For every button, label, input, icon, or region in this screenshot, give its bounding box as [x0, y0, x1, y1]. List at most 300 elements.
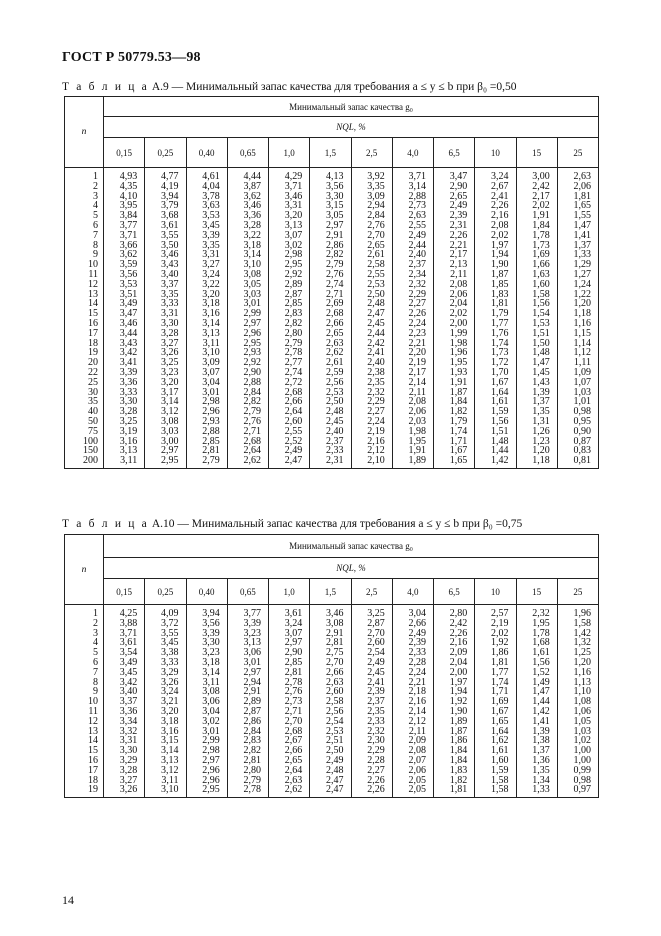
table-cell: 2,66	[392, 619, 433, 629]
table-cell: 1,68	[516, 638, 557, 648]
row-n: 11	[65, 707, 104, 717]
table-cell: 2,21	[392, 339, 433, 349]
table-cell: 1,08	[557, 697, 598, 707]
table-cell: 1,65	[434, 456, 475, 468]
table-cell: 4,19	[145, 182, 186, 192]
row-n: 10	[65, 260, 104, 270]
table-cell: 3,55	[145, 231, 186, 241]
column-header: 15	[516, 579, 557, 605]
table-cell: 1,24	[557, 280, 598, 290]
table-cell: 1,87	[475, 270, 516, 280]
table-cell: 2,79	[227, 407, 268, 417]
table-cell: 3,30	[145, 319, 186, 329]
table-cell: 2,21	[434, 241, 475, 251]
nql-header: NQL, %	[104, 117, 599, 138]
col-n-header: n	[65, 97, 104, 168]
table-cell: 2,50	[310, 746, 351, 756]
table-cell: 3,47	[104, 309, 145, 319]
column-header: 2,5	[351, 138, 392, 168]
row-n: 2	[65, 619, 104, 629]
table-cell: 2,96	[186, 766, 227, 776]
table-cell: 1,87	[434, 388, 475, 398]
table-cell: 2,75	[310, 648, 351, 658]
table-cell: 1,69	[516, 250, 557, 260]
table-cell: 3,26	[145, 678, 186, 688]
table-cell: 1,35	[516, 766, 557, 776]
table-cell: 3,20	[145, 378, 186, 388]
table-cell: 2,37	[392, 260, 433, 270]
table-cell: 1,36	[516, 756, 557, 766]
table-cell: 2,84	[351, 211, 392, 221]
table-cell: 2,53	[310, 727, 351, 737]
table-cell: 3,24	[186, 270, 227, 280]
table-cell: 3,13	[269, 221, 310, 231]
row-n: 40	[65, 407, 104, 417]
table-cell: 2,96	[227, 329, 268, 339]
table-cell: 2,45	[351, 319, 392, 329]
table-cell: 1,83	[475, 290, 516, 300]
table-cell: 2,49	[269, 446, 310, 456]
table-cell: 3,20	[186, 290, 227, 300]
table-cell: 3,49	[104, 658, 145, 668]
table-cell: 3,56	[310, 182, 351, 192]
table-cell: 1,78	[516, 231, 557, 241]
row-n: 16	[65, 756, 104, 766]
table-cell: 3,43	[104, 339, 145, 349]
table-cell: 3,94	[145, 192, 186, 202]
group-header: Минимальный запас качества g₀	[104, 97, 599, 117]
table-cell: 2,58	[351, 260, 392, 270]
table-cell: 1,03	[557, 727, 598, 737]
table-cell: 2,08	[392, 746, 433, 756]
table-cell: 3,46	[145, 250, 186, 260]
table-cell: 1,94	[434, 687, 475, 697]
table-cell: 3,15	[145, 736, 186, 746]
table-cell: 2,63	[269, 776, 310, 786]
row-n: 5	[65, 648, 104, 658]
table-cell: 1,73	[475, 348, 516, 358]
table-cell: 1,99	[434, 329, 475, 339]
table-cell: 2,61	[351, 250, 392, 260]
table-cell: 2,68	[269, 727, 310, 737]
table-cell: 1,73	[516, 241, 557, 251]
row-n: 18	[65, 776, 104, 786]
table-cell: 3,03	[227, 290, 268, 300]
table-cell: 2,11	[392, 388, 433, 398]
table-cell: 2,58	[310, 697, 351, 707]
table-cell: 2,11	[434, 270, 475, 280]
table-cell: 2,99	[186, 736, 227, 746]
table-cell: 3,45	[104, 668, 145, 678]
table-cell: 0,97	[557, 785, 598, 797]
table-cell: 3,22	[186, 280, 227, 290]
table-cell: 1,14	[557, 339, 598, 349]
table-cell: 0,81	[557, 456, 598, 468]
column-header: 1,0	[269, 579, 310, 605]
table-cell: 2,76	[269, 687, 310, 697]
table-cell: 2,48	[310, 766, 351, 776]
table-cell: 2,41	[351, 348, 392, 358]
row-n: 14	[65, 299, 104, 309]
table-a10	[64, 534, 599, 798]
table-cell: 1,09	[557, 368, 598, 378]
table-cell: 2,29	[351, 397, 392, 407]
table-cell: 3,29	[104, 756, 145, 766]
table-cell: 3,84	[104, 211, 145, 221]
table-cell: 2,40	[392, 250, 433, 260]
table-cell: 2,24	[392, 668, 433, 678]
table-cell: 3,27	[104, 776, 145, 786]
table-cell: 1,82	[434, 776, 475, 786]
table-cell: 3,07	[269, 231, 310, 241]
row-n: 35	[65, 397, 104, 407]
table-cell: 3,39	[186, 231, 227, 241]
row-n: 10	[65, 697, 104, 707]
table-cell: 3,29	[145, 668, 186, 678]
table-cell: 1,07	[557, 378, 598, 388]
table-cell: 2,60	[310, 687, 351, 697]
table-cell: 2,37	[351, 697, 392, 707]
table-cell: 2,73	[269, 697, 310, 707]
column-header: 6,5	[434, 579, 475, 605]
table-cell: 4,10	[104, 192, 145, 202]
table-cell: 2,04	[434, 299, 475, 309]
table-cell: 0,95	[557, 417, 598, 427]
table-cell: 2,26	[434, 629, 475, 639]
table-cell: 2,20	[392, 348, 433, 358]
table-cell: 2,62	[227, 456, 268, 468]
table-cell: 3,03	[145, 427, 186, 437]
table-cell: 1,10	[557, 687, 598, 697]
table-cell: 3,14	[227, 250, 268, 260]
table-cell: 1,74	[475, 339, 516, 349]
table-cell: 1,47	[557, 221, 598, 231]
table-cell: 2,90	[434, 182, 475, 192]
table-cell: 2,49	[351, 658, 392, 668]
table-cell: 1,58	[475, 776, 516, 786]
table-cell: 3,40	[145, 270, 186, 280]
table-cell: 2,62	[310, 348, 351, 358]
row-n: 6	[65, 221, 104, 231]
table-cell: 1,52	[516, 668, 557, 678]
table-cell: 2,81	[227, 756, 268, 766]
table-cell: 3,08	[186, 687, 227, 697]
table-cell: 2,17	[434, 250, 475, 260]
table-cell: 1,98	[392, 427, 433, 437]
column-header: 15	[516, 138, 557, 168]
table-cell: 3,30	[104, 746, 145, 756]
table-cell: 1,71	[434, 437, 475, 447]
table-cell: 2,87	[269, 290, 310, 300]
table-cell: 1,61	[516, 648, 557, 658]
table-cell: 2,06	[434, 290, 475, 300]
table-cell: 2,26	[351, 785, 392, 797]
table-cell: 1,79	[475, 309, 516, 319]
table-cell: 1,84	[516, 221, 557, 231]
table-cell: 3,30	[310, 192, 351, 202]
table-cell: 3,02	[269, 241, 310, 251]
row-n: 13	[65, 727, 104, 737]
table-cell: 2,80	[434, 605, 475, 619]
table-cell: 2,18	[392, 687, 433, 697]
table-cell: 2,59	[310, 368, 351, 378]
table-cell: 2,66	[269, 397, 310, 407]
table-cell: 2,88	[392, 192, 433, 202]
table-cell: 1,42	[557, 629, 598, 639]
table-cell: 3,94	[186, 605, 227, 619]
table-cell: 3,14	[392, 182, 433, 192]
table-cell: 1,53	[516, 319, 557, 329]
table-cell: 3,31	[269, 201, 310, 211]
group-header: Минимальный запас качества g₀	[104, 535, 599, 558]
table-cell: 2,03	[392, 417, 433, 427]
table-cell: 1,37	[557, 241, 598, 251]
table-cell: 2,65	[434, 192, 475, 202]
table-cell: 2,60	[269, 417, 310, 427]
table-cell: 1,61	[475, 746, 516, 756]
table-cell: 2,76	[310, 270, 351, 280]
table-cell: 3,35	[145, 290, 186, 300]
table-cell: 1,92	[434, 697, 475, 707]
table-cell: 2,21	[392, 678, 433, 688]
table-cell: 2,85	[269, 658, 310, 668]
table-cell: 2,10	[351, 456, 392, 468]
table-cell: 3,18	[227, 241, 268, 251]
table-cell: 3,10	[227, 260, 268, 270]
table-cell: 2,02	[434, 309, 475, 319]
table-cell: 2,26	[392, 309, 433, 319]
table-cell: 1,54	[516, 309, 557, 319]
table-cell: 3,42	[104, 678, 145, 688]
table-cell: 2,77	[269, 358, 310, 368]
table-cell: 2,42	[351, 339, 392, 349]
table-cell: 3,16	[104, 437, 145, 447]
table-cell: 1,12	[557, 348, 598, 358]
table-cell: 1,76	[475, 329, 516, 339]
table-cell: 1,33	[516, 785, 557, 797]
table-cell: 2,70	[310, 658, 351, 668]
row-n: 1	[65, 605, 104, 619]
table-cell: 1,20	[516, 446, 557, 456]
table-cell: 2,66	[269, 746, 310, 756]
table-cell: 2,02	[516, 201, 557, 211]
table-cell: 1,84	[434, 397, 475, 407]
table-cell: 3,56	[186, 619, 227, 629]
table-cell: 2,87	[351, 619, 392, 629]
table-cell: 3,38	[145, 648, 186, 658]
column-header: 6,5	[434, 138, 475, 168]
table-cell: 2,00	[434, 668, 475, 678]
table-cell: 3,46	[227, 201, 268, 211]
table-cell: 3,10	[145, 785, 186, 797]
table-cell: 3,01	[227, 299, 268, 309]
table-cell: 3,09	[186, 358, 227, 368]
table-cell: 3,31	[186, 250, 227, 260]
row-n: 12	[65, 280, 104, 290]
row-n: 19	[65, 785, 104, 797]
column-header: 4,0	[392, 579, 433, 605]
table-cell: 2,71	[310, 290, 351, 300]
table-cell: 2,32	[351, 388, 392, 398]
table-cell: 3,63	[186, 201, 227, 211]
table-cell: 3,22	[227, 231, 268, 241]
table-cell: 1,90	[475, 260, 516, 270]
table-cell: 3,33	[145, 658, 186, 668]
table-cell: 3,23	[186, 648, 227, 658]
table-cell: 2,05	[392, 776, 433, 786]
table-cell: 2,07	[392, 756, 433, 766]
table-cell: 2,71	[269, 707, 310, 717]
table-cell: 2,66	[310, 319, 351, 329]
table-cell: 3,28	[104, 766, 145, 776]
row-n: 8	[65, 241, 104, 251]
table-cell: 2,68	[269, 388, 310, 398]
table-cell: 3,31	[104, 736, 145, 746]
table-cell: 2,97	[227, 319, 268, 329]
row-n: 16	[65, 319, 104, 329]
table-cell: 2,63	[310, 339, 351, 349]
table-cell: 3,16	[145, 727, 186, 737]
table-cell: 2,02	[475, 629, 516, 639]
table-cell: 1,84	[434, 746, 475, 756]
table-cell: 2,48	[310, 407, 351, 417]
table-cell: 2,60	[351, 638, 392, 648]
table-cell: 3,27	[186, 260, 227, 270]
table-cell: 1,48	[516, 348, 557, 358]
table-cell: 3,12	[145, 766, 186, 776]
table-cell: 3,59	[104, 260, 145, 270]
table-cell: 2,88	[227, 378, 268, 388]
table-cell: 3,07	[269, 629, 310, 639]
table-cell: 3,87	[227, 182, 268, 192]
table-cell: 2,41	[475, 192, 516, 202]
table-cell: 2,74	[310, 280, 351, 290]
caption-label: Т а б л и ц а	[62, 518, 149, 530]
table-cell: 1,16	[557, 668, 598, 678]
table-cell: 2,39	[434, 211, 475, 221]
table-cell: 3,01	[186, 727, 227, 737]
table-cell: 2,65	[351, 241, 392, 251]
column-header: 0,65	[227, 579, 268, 605]
table-cell: 2,54	[310, 717, 351, 727]
table-cell: 2,74	[269, 368, 310, 378]
table-cell: 2,82	[227, 746, 268, 756]
table-cell: 1,98	[434, 339, 475, 349]
table-cell: 4,29	[269, 168, 310, 182]
table-row	[65, 168, 599, 182]
table-cell: 1,39	[516, 727, 557, 737]
table-cell: 3,19	[104, 427, 145, 437]
table-cell: 2,55	[351, 270, 392, 280]
table-cell: 3,23	[145, 368, 186, 378]
row-n: 18	[65, 339, 104, 349]
table-cell: 1,23	[516, 437, 557, 447]
table-cell: 1,61	[475, 397, 516, 407]
table-cell: 1,91	[434, 378, 475, 388]
table-cell: 3,23	[227, 629, 268, 639]
table-cell: 1,86	[475, 648, 516, 658]
table-cell: 1,63	[516, 270, 557, 280]
table-cell: 3,51	[104, 290, 145, 300]
table-cell: 2,92	[269, 270, 310, 280]
table-cell: 3,20	[269, 211, 310, 221]
table-cell: 1,47	[516, 358, 557, 368]
table-cell: 1,82	[434, 407, 475, 417]
table-cell: 1,85	[475, 280, 516, 290]
table-cell: 2,92	[227, 358, 268, 368]
table-cell: 2,16	[475, 211, 516, 221]
table-cell: 3,00	[516, 168, 557, 182]
table-cell: 3,31	[145, 309, 186, 319]
table-cell: 2,68	[310, 309, 351, 319]
table-cell: 3,44	[104, 329, 145, 339]
table-cell: 1,27	[557, 270, 598, 280]
table-cell: 2,44	[351, 329, 392, 339]
table-cell: 2,97	[269, 638, 310, 648]
table-cell: 2,79	[310, 260, 351, 270]
row-n: 9	[65, 687, 104, 697]
table-cell: 1,22	[557, 290, 598, 300]
table-cell: 1,02	[557, 736, 598, 746]
table-cell: 2,30	[351, 736, 392, 746]
table-cell: 2,42	[434, 619, 475, 629]
table-cell: 2,94	[227, 678, 268, 688]
table-cell: 1,89	[392, 456, 433, 468]
table-cell: 1,32	[557, 638, 598, 648]
table-cell: 3,00	[145, 437, 186, 447]
table-cell: 1,86	[434, 736, 475, 746]
table-cell: 2,09	[392, 736, 433, 746]
table-cell: 2,12	[392, 717, 433, 727]
table-cell: 3,68	[145, 211, 186, 221]
row-n: 1	[65, 168, 104, 182]
table-cell: 3,45	[186, 221, 227, 231]
table-cell: 2,09	[434, 648, 475, 658]
col-n-header: n	[65, 535, 104, 605]
table-cell: 3,61	[269, 605, 310, 619]
table-cell: 3,56	[104, 270, 145, 280]
table-cell: 2,24	[392, 319, 433, 329]
row-n: 50	[65, 417, 104, 427]
table-cell: 3,07	[186, 368, 227, 378]
table-cell: 2,52	[269, 437, 310, 447]
row-n: 15	[65, 309, 104, 319]
caption-text: A.10 — Минимальный запас качества для требования a ≤ y ≤ b при β₀ =0,75	[151, 518, 523, 530]
table-cell: 2,80	[227, 766, 268, 776]
table-cell: 3,46	[104, 319, 145, 329]
table-cell: 3,32	[104, 727, 145, 737]
table-cell: 2,91	[310, 629, 351, 639]
table-cell: 1,50	[516, 339, 557, 349]
table-cell: 3,15	[310, 201, 351, 211]
table-cell: 2,98	[186, 746, 227, 756]
table-cell: 3,13	[145, 756, 186, 766]
table-cell: 2,89	[269, 280, 310, 290]
column-header: 10	[475, 579, 516, 605]
table-cell: 3,02	[186, 717, 227, 727]
row-n: 11	[65, 270, 104, 280]
table-cell: 2,17	[392, 368, 433, 378]
table-cell: 3,14	[186, 319, 227, 329]
column-header: 0,40	[186, 579, 227, 605]
table-cell: 3,25	[351, 605, 392, 619]
table-cell: 2,97	[227, 668, 268, 678]
table-cell: 2,99	[227, 309, 268, 319]
table-cell: 3,66	[104, 241, 145, 251]
table-cell: 3,77	[227, 605, 268, 619]
table-cell: 1,35	[516, 407, 557, 417]
table-cell: 1,67	[475, 707, 516, 717]
